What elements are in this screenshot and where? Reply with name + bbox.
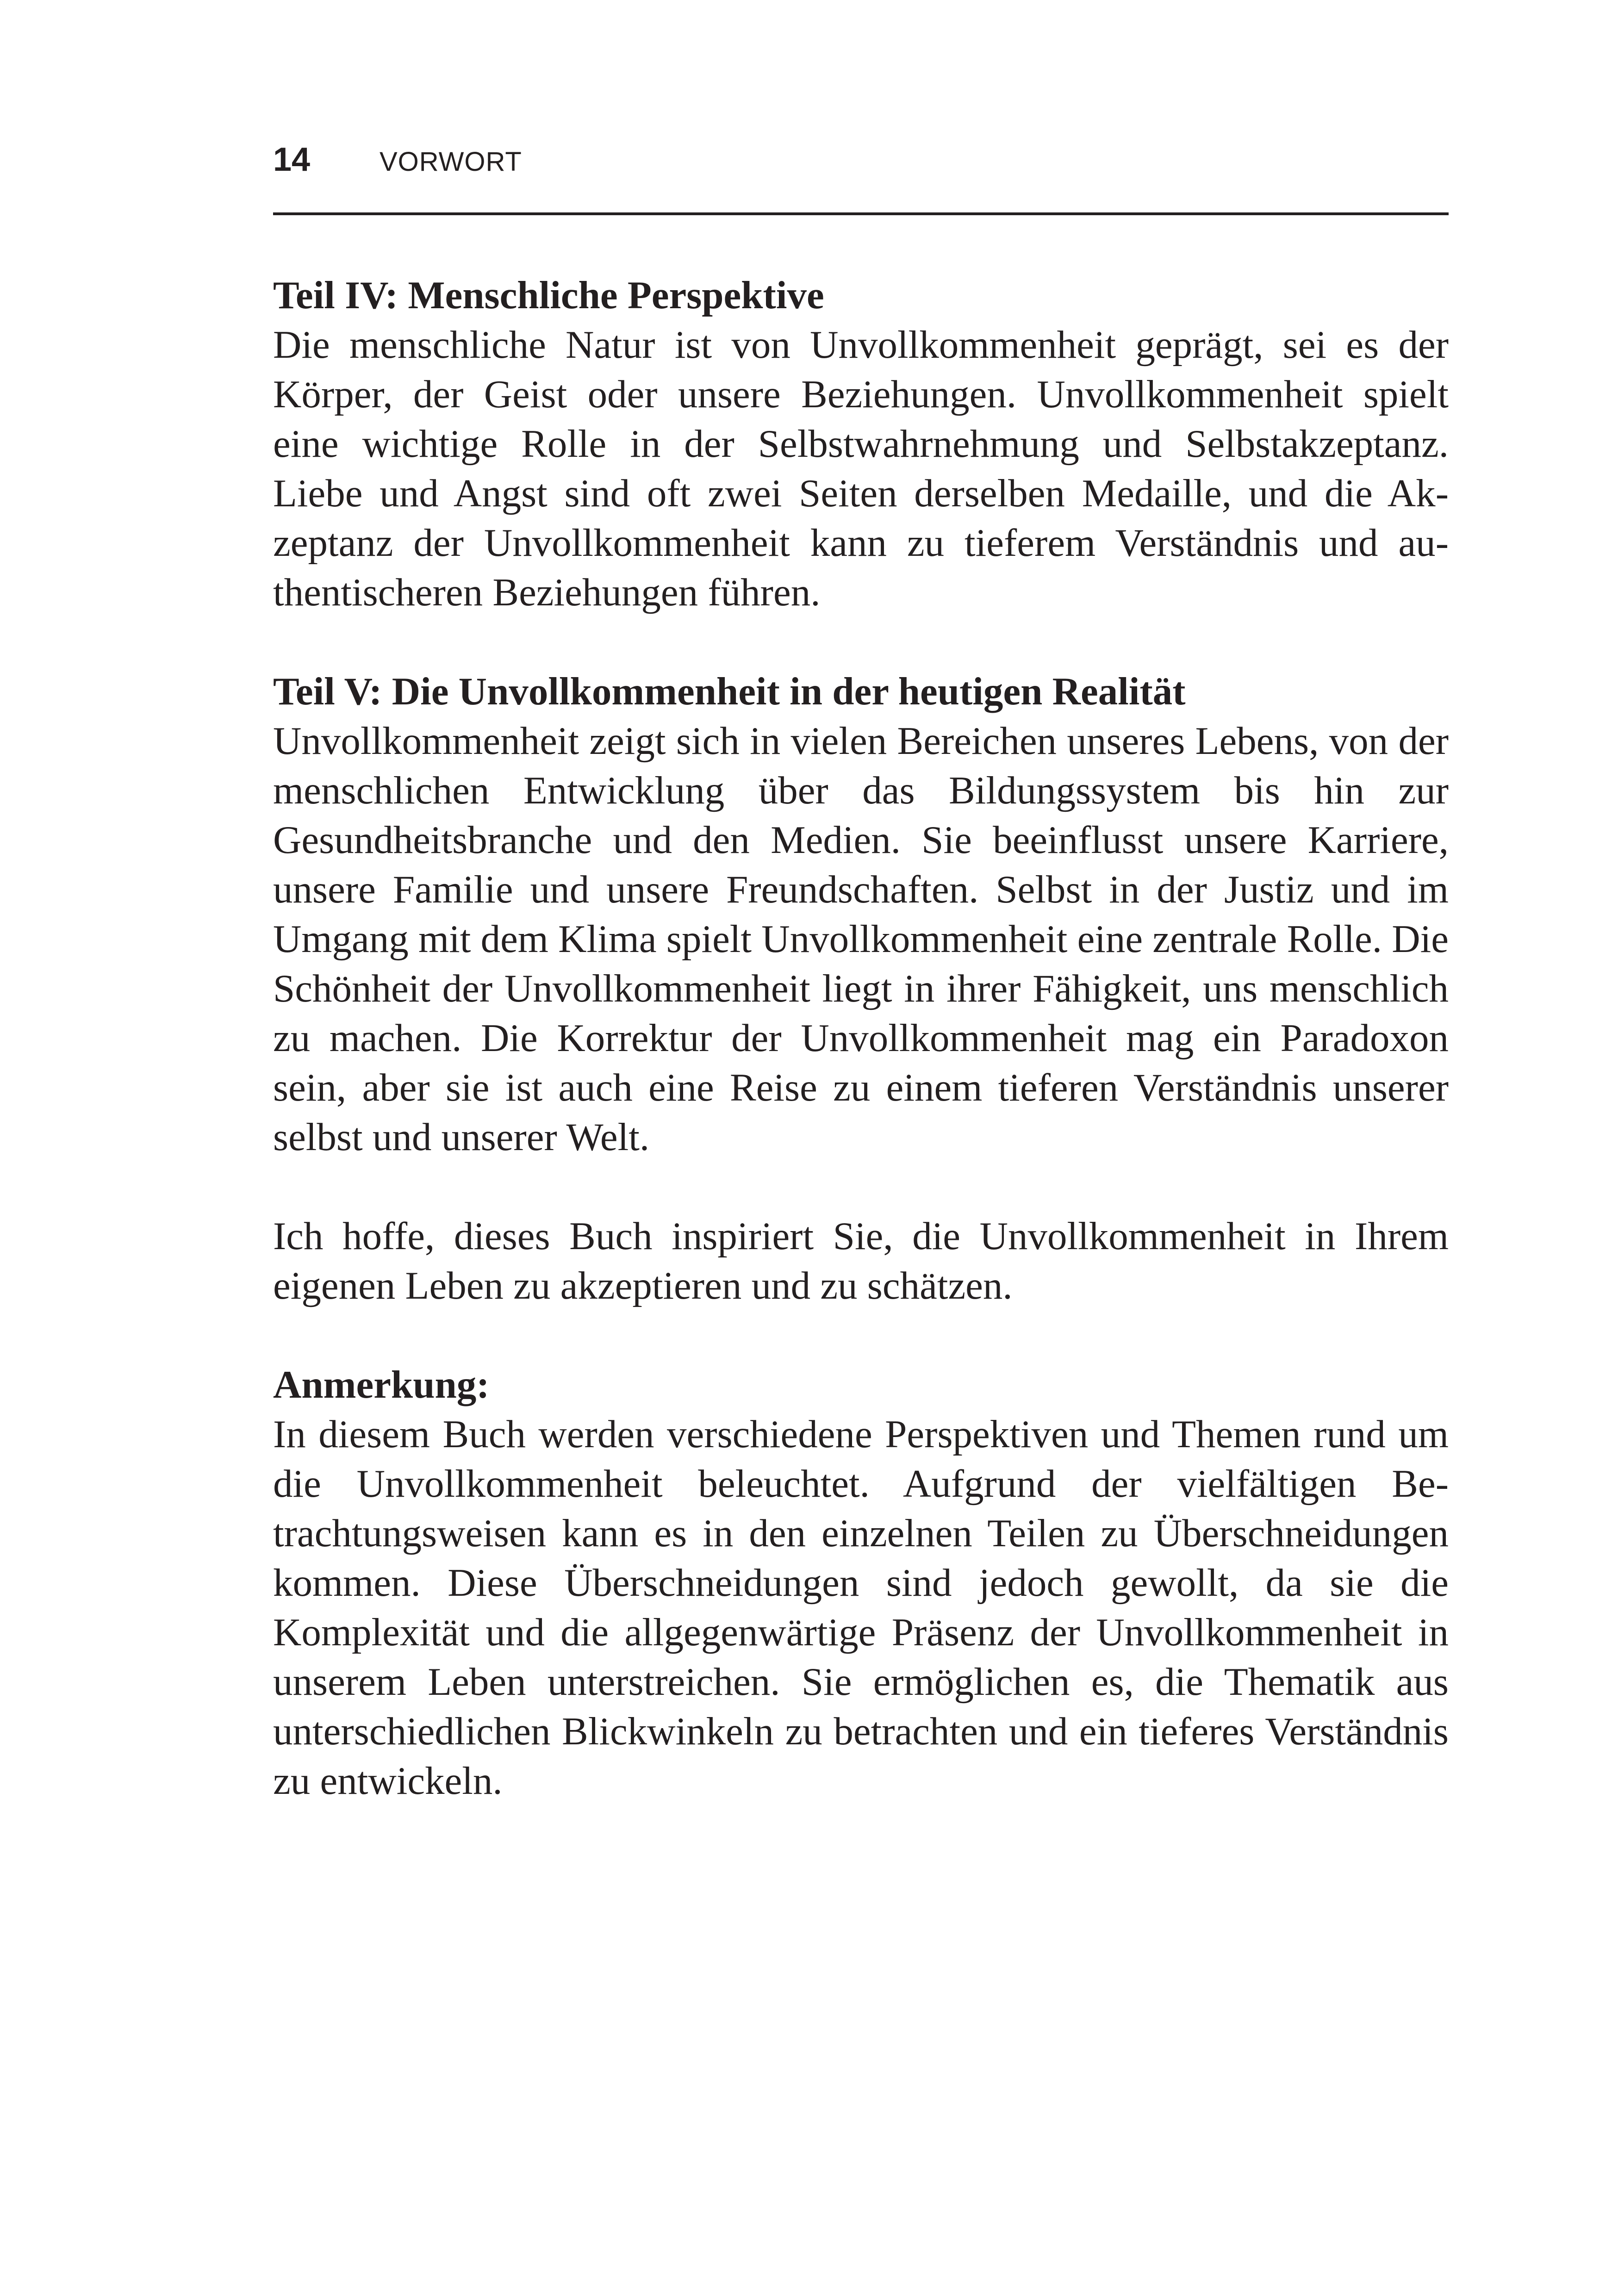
section-heading: Teil V: Die Unvollkommenheit in der heutigen Realität — [273, 670, 1186, 713]
page-header — [273, 139, 1449, 218]
section-paragraph: In diesem Buch werden verschiedene Perspektiven und Themen rund um die Unvollkommenheit beleuchtet. Aufgrund der vielfältigen Betrachtungsweisen kann es in den einzelnen Teilen zu Überschneidungen kommen. Diese Überschneidungen sind jedoch gewollt, da sie die Komplexität und die allgegenwärtige Präsenz der Unvollkommenheit in unserem Leben unterstreichen. Sie ermöglichen es, die Thematik aus unterschiedlichen Blickwinkeln zu betrachten und ein tieferes Verständnis zu entwickeln. — [273, 1412, 1449, 1803]
running-head: VORWORT — [380, 147, 522, 177]
page-number: 14 — [273, 141, 311, 178]
closing-paragraph — [273, 1212, 1449, 1311]
page-body — [273, 271, 1449, 1855]
section-heading: Anmerkung: — [273, 1363, 490, 1406]
section-heading: Teil IV: Menschliche Perspektive — [273, 274, 824, 317]
section-teil-iv — [273, 271, 1449, 617]
header-rule — [273, 212, 1449, 215]
section-teil-v — [273, 667, 1449, 1162]
section-anmerkung — [273, 1360, 1449, 1806]
section-paragraph: Die menschliche Natur ist von Unvollkommenheit geprägt, sei es der Körper, der Geist oder unsere Beziehungen. Unvollkommenheit spielt eine wichtige Rolle in der Selbstwahrnehmung und Selbstakzeptanz. Liebe und Angst sind oft zwei Seiten derselben Medaille, und die Akzeptanz der Unvollkommenheit kann zu tieferem Verständnis und authentischeren Beziehungen führen. — [273, 323, 1449, 614]
section-paragraph: Ich hoffe, dieses Buch inspiriert Sie, die Unvollkommenheit in Ihrem eigenen Leben zu akzeptieren und zu schätzen. — [273, 1214, 1449, 1307]
section-paragraph: Unvollkommenheit zeigt sich in vielen Bereichen unseres Lebens, von der menschlichen Entwicklung über das Bildungssystem bis hin zur Gesundheitsbranche und den Medien. Sie beeinflusst unsere Karriere, unsere Familie und unsere Freundschaften. Selbst in der Justiz und im Umgang mit dem Klima spielt Unvollkommenheit eine zentrale Rolle. Die Schönheit der Unvollkommenheit liegt in ihrer Fähigkeit, uns menschlich zu machen. Die Korrektur der Unvollkommenheit mag ein Paradoxon sein, aber sie ist auch eine Reise zu einem tieferen Verständnis unserer selbst und unserer Welt. — [273, 719, 1449, 1159]
